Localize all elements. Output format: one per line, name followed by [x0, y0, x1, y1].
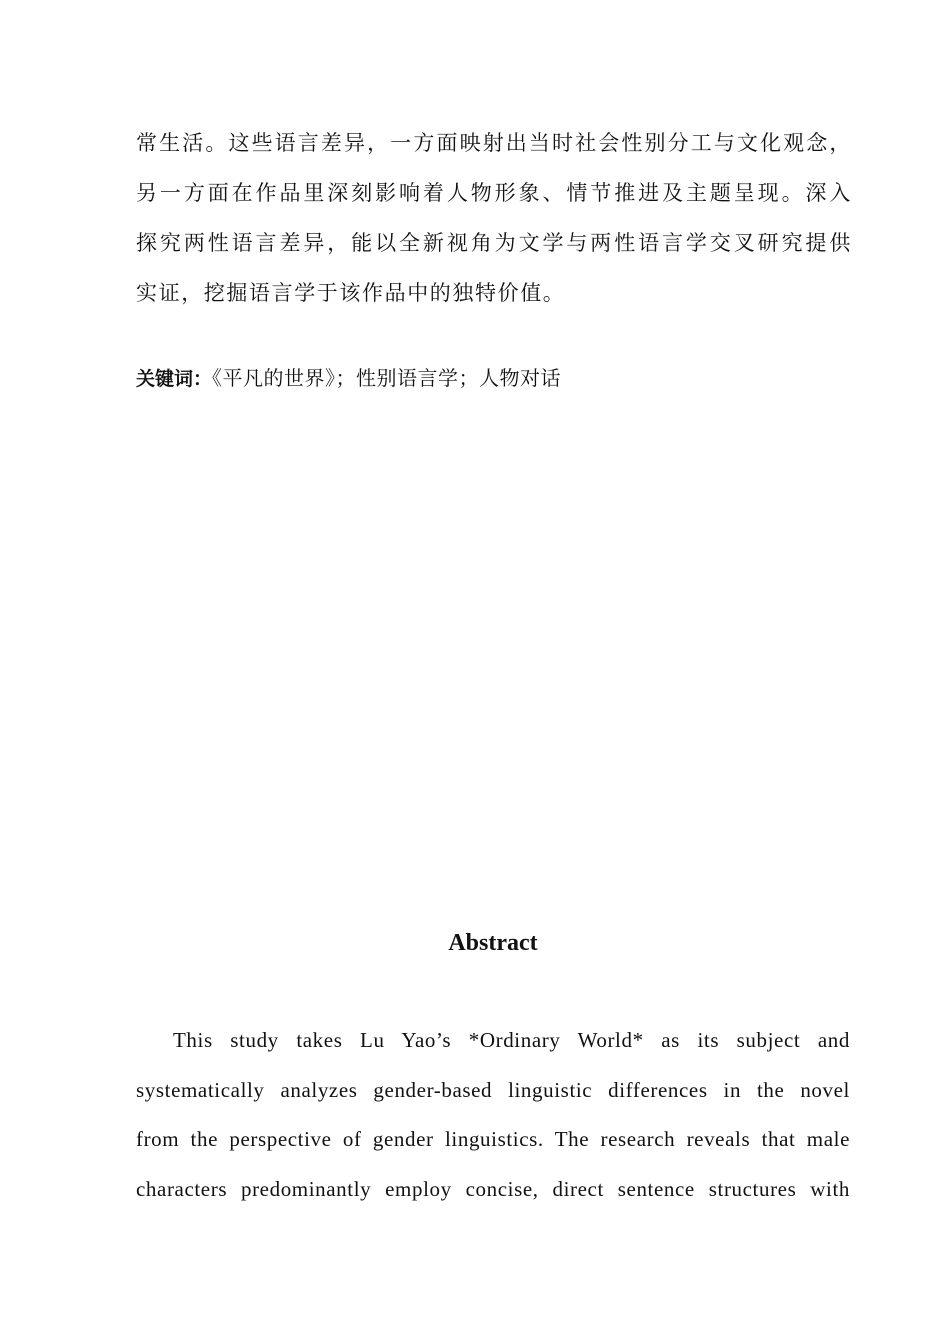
- english-abstract-line: systematically analyzes gender-based linguistic differences in the novel: [136, 1077, 850, 1102]
- chinese-abstract-paragraph: [136, 118, 852, 318]
- english-abstract-paragraph: [136, 1016, 850, 1214]
- english-abstract-line: This study takes Lu Yao’s *Ordinary World* as its subject and: [173, 1028, 850, 1052]
- keywords-text: 《平凡的世界》；性别语言学；人物对话: [212, 366, 562, 390]
- keywords-line: [136, 360, 852, 397]
- abstract-heading: Abstract: [448, 930, 538, 956]
- english-abstract-line: from the perspective of gender linguistics. The research reveals that male: [136, 1127, 850, 1151]
- english-abstract-line: characters predominantly employ concise, direct sentence structures with: [136, 1176, 850, 1201]
- chinese-abstract-line: 实证，挖掘语言学于该作品中的独特价值。: [136, 281, 566, 305]
- chinese-abstract-line: 探究两性语言差异，能以全新视角为文学与两性语言学交叉研究提供: [136, 231, 852, 255]
- chinese-abstract-line: 另一方面在作品里深刻影响着人物形象、情节推进及主题呈现。深入: [136, 181, 852, 205]
- chinese-abstract-line: 常生活。这些语言差异，一方面映射出当时社会性别分工与文化观念，: [136, 131, 852, 155]
- keywords-label: 关键词：: [136, 368, 213, 390]
